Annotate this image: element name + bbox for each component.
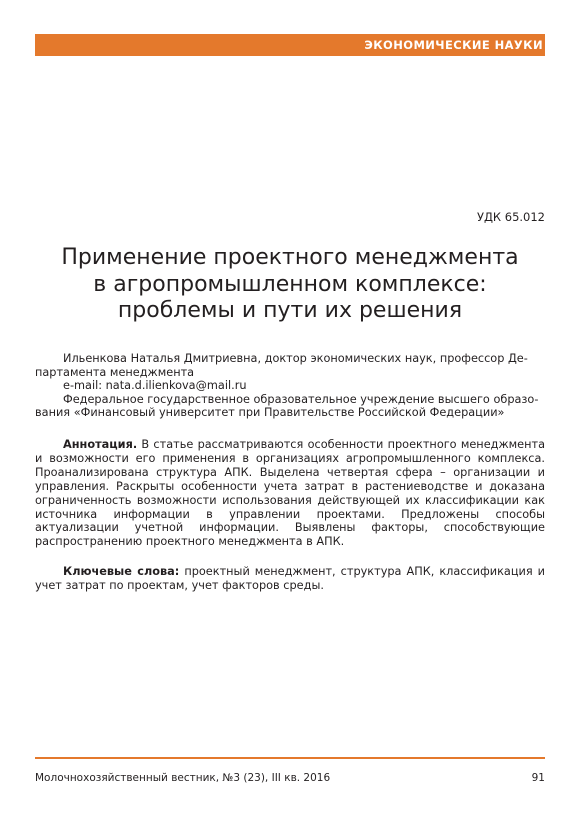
title-line: в агропромышленном комплексе:: [93, 271, 487, 297]
page-number: 91: [531, 772, 545, 784]
keywords-text: проектный менеджмент, структура АПК, классификация и учет затрат по проектам, учет факторов среды.: [35, 565, 545, 592]
section-header-band: [35, 34, 545, 56]
abstract-label: Аннотация.: [63, 438, 138, 451]
author-email: e-mail: nata.d.ilienkova@mail.ru: [63, 379, 247, 393]
author-org: вания «Финансовый университет при Правительстве Российской Федерации»: [35, 406, 505, 420]
abstract-text: В статье рассматриваются особенности проектного менеджмента и возможности его применения в организациях агропромышленного комплекса. Проанализирована структура АПК. Выделена четвертая сфера – организации и управления. Раскрыты особенности учета затрат в растениеводстве и доказана ограниченность возможности использования действующей их классификации как источника информации в управлении проектами. Предложены способы актуализации учетной информации. Выявлены факторы, способствующие распространению проектного менеджмента в АПК.: [35, 438, 545, 549]
keywords-label: Ключевые слова:: [63, 565, 180, 578]
author-line: Ильенкова Наталья Дмитриевна, доктор экономических наук, профессор Де-: [63, 352, 528, 365]
keywords: [35, 565, 545, 593]
footer-divider: [35, 757, 545, 759]
author-info: [35, 352, 545, 420]
section-title: ЭКОНОМИЧЕСКИЕ НАУКИ: [364, 38, 543, 52]
title-line: проблемы и пути их решения: [117, 298, 463, 323]
author-org: Федеральное государственное образовательное учреждение высшего образо-: [63, 392, 539, 406]
article-title: [35, 245, 545, 325]
udk-code: УДК 65.012: [476, 210, 545, 224]
abstract: [35, 438, 545, 549]
title-line: Применение проектного менеджмента: [61, 245, 519, 270]
journal-citation: Молочнохозяйственный вестник, №3 (23), III кв. 2016: [35, 772, 331, 784]
author-line: партамента менеджмента: [35, 365, 195, 379]
